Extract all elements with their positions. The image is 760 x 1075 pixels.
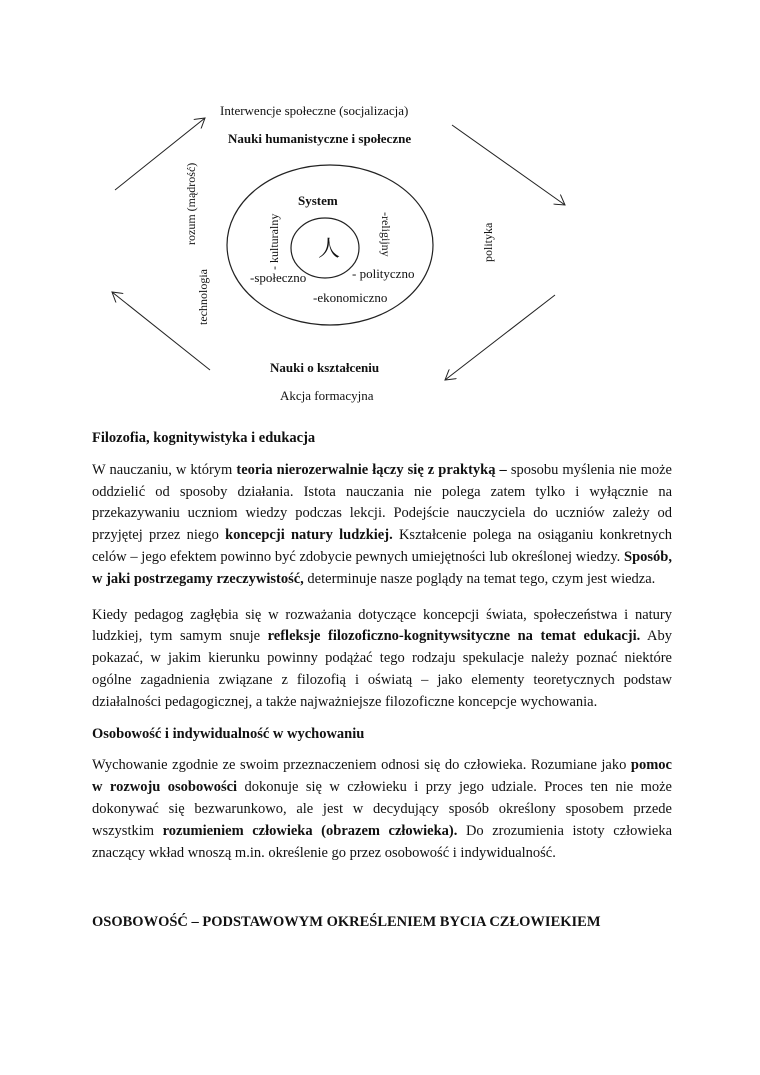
diagram-shapes [0,0,760,420]
paragraph-3 [92,755,672,864]
label-interwencje: Interwencje społeczne (socjalizacja) [220,103,409,118]
section-heading-osobowosc: Osobowość i indywidualność w wychowaniu [92,725,365,742]
bold-run: teoria nierozerwalnie łączy się z praktyką – [236,461,507,478]
label-religijny: -religijny [379,212,393,257]
label-technologia: technologia [196,269,210,325]
label-ekonomiczno: -ekonomiczno [313,290,388,305]
label-akcja-formacyjna: Akcja formacyjna [280,388,374,403]
paragraph-1 [92,460,672,591]
text-run: determinuje nasze poglądy na temat tego, czym jest wiedza. [303,570,656,587]
text-run: sposobu myślenia nie może oddzielić od sposoby działania. Istota nauczania nie polega zatem tylko i wyłącznie na przekazywaniu uczniom wiedzy podczas lekcji. Podejście nauczyciela do uczniów zależy od przyjętej przez niego [92,461,672,544]
section-heading-filozofia: Filozofia, kognitywistyka i edukacja [92,430,316,446]
bold-run: refleksje filozoficzno-kognitywsityczne na temat edukacji. [267,628,641,645]
text-run: Aby pokazać, w jakim kierunku powinny podążać tego rodzaju spekulacje należy poznać niektóre ogólne zagadnienia związane z filozofią i oświatą – jako elementy teoretycznych podstaw działalności pedagogicznej, a także najważniejsze filozoficzne koncepcje wychowania. [92,628,672,710]
human-figure-icon: 人 [318,237,341,262]
arrow-bottom-right [445,295,555,380]
diagram [0,0,760,420]
bold-run: rozumieniem człowieka (obrazem człowieka). [162,822,458,839]
text-run: W nauczaniu, w którym [92,461,237,478]
label-system: System [298,193,338,208]
label-kulturalny: - kulturalny [267,213,281,270]
label-polityczno: - polityczno [352,266,415,281]
main-content [92,428,672,874]
label-polityka: polityka [481,222,495,262]
label-spoleczno: -społeczno [250,270,307,285]
arrow-top-right [452,125,565,205]
text-run: Kiedy pedagog zagłębia się w rozważania dotyczące koncepcji świata, społeczeństwa i natury ludzkiej, tym samym snuje [92,606,672,645]
label-nauki-o-ksztalceniu: Nauki o kształceniu [270,360,380,375]
label-rozum: rozum (mądrość) [184,162,198,245]
bold-run: koncepcji natury ludzkiej. [225,527,393,544]
text-run: Do zrozumienia istoty człowieka znaczący wkład wnoszą m.in. określenie go przez osobowość i indywidualność. [92,822,673,861]
bold-run: pomoc w rozwoju osobowości [92,757,672,796]
text-run: dokonuje się w człowieku i przy jego udziale. Proces ten nie może dokonywać się bezwarunkowo, ale jest w decydujący sposób określony sposobem przede wszystkim [92,779,672,839]
final-heading: OSOBOWOŚĆ – PODSTAWOWYM OKREŚLENIEM BYCIA CZŁOWIEKIEM [92,914,601,930]
bold-run: Sposób, w jaki postrzegamy rzeczywistość, [92,548,672,587]
paragraph-2 [92,605,672,714]
label-nauki-humanistyczne: Nauki humanistyczne i społeczne [228,131,412,146]
text-run: Wychowanie zgodnie ze swoim przeznaczeniem odnosi się do człowieka. Rozumiane jako [92,757,631,774]
text-run: Kształcenie polega na osiąganiu konkretnych celów – jego efektem powinno być zdobycie pewnych umiejętności lub określonej wiedzy. [92,527,673,565]
